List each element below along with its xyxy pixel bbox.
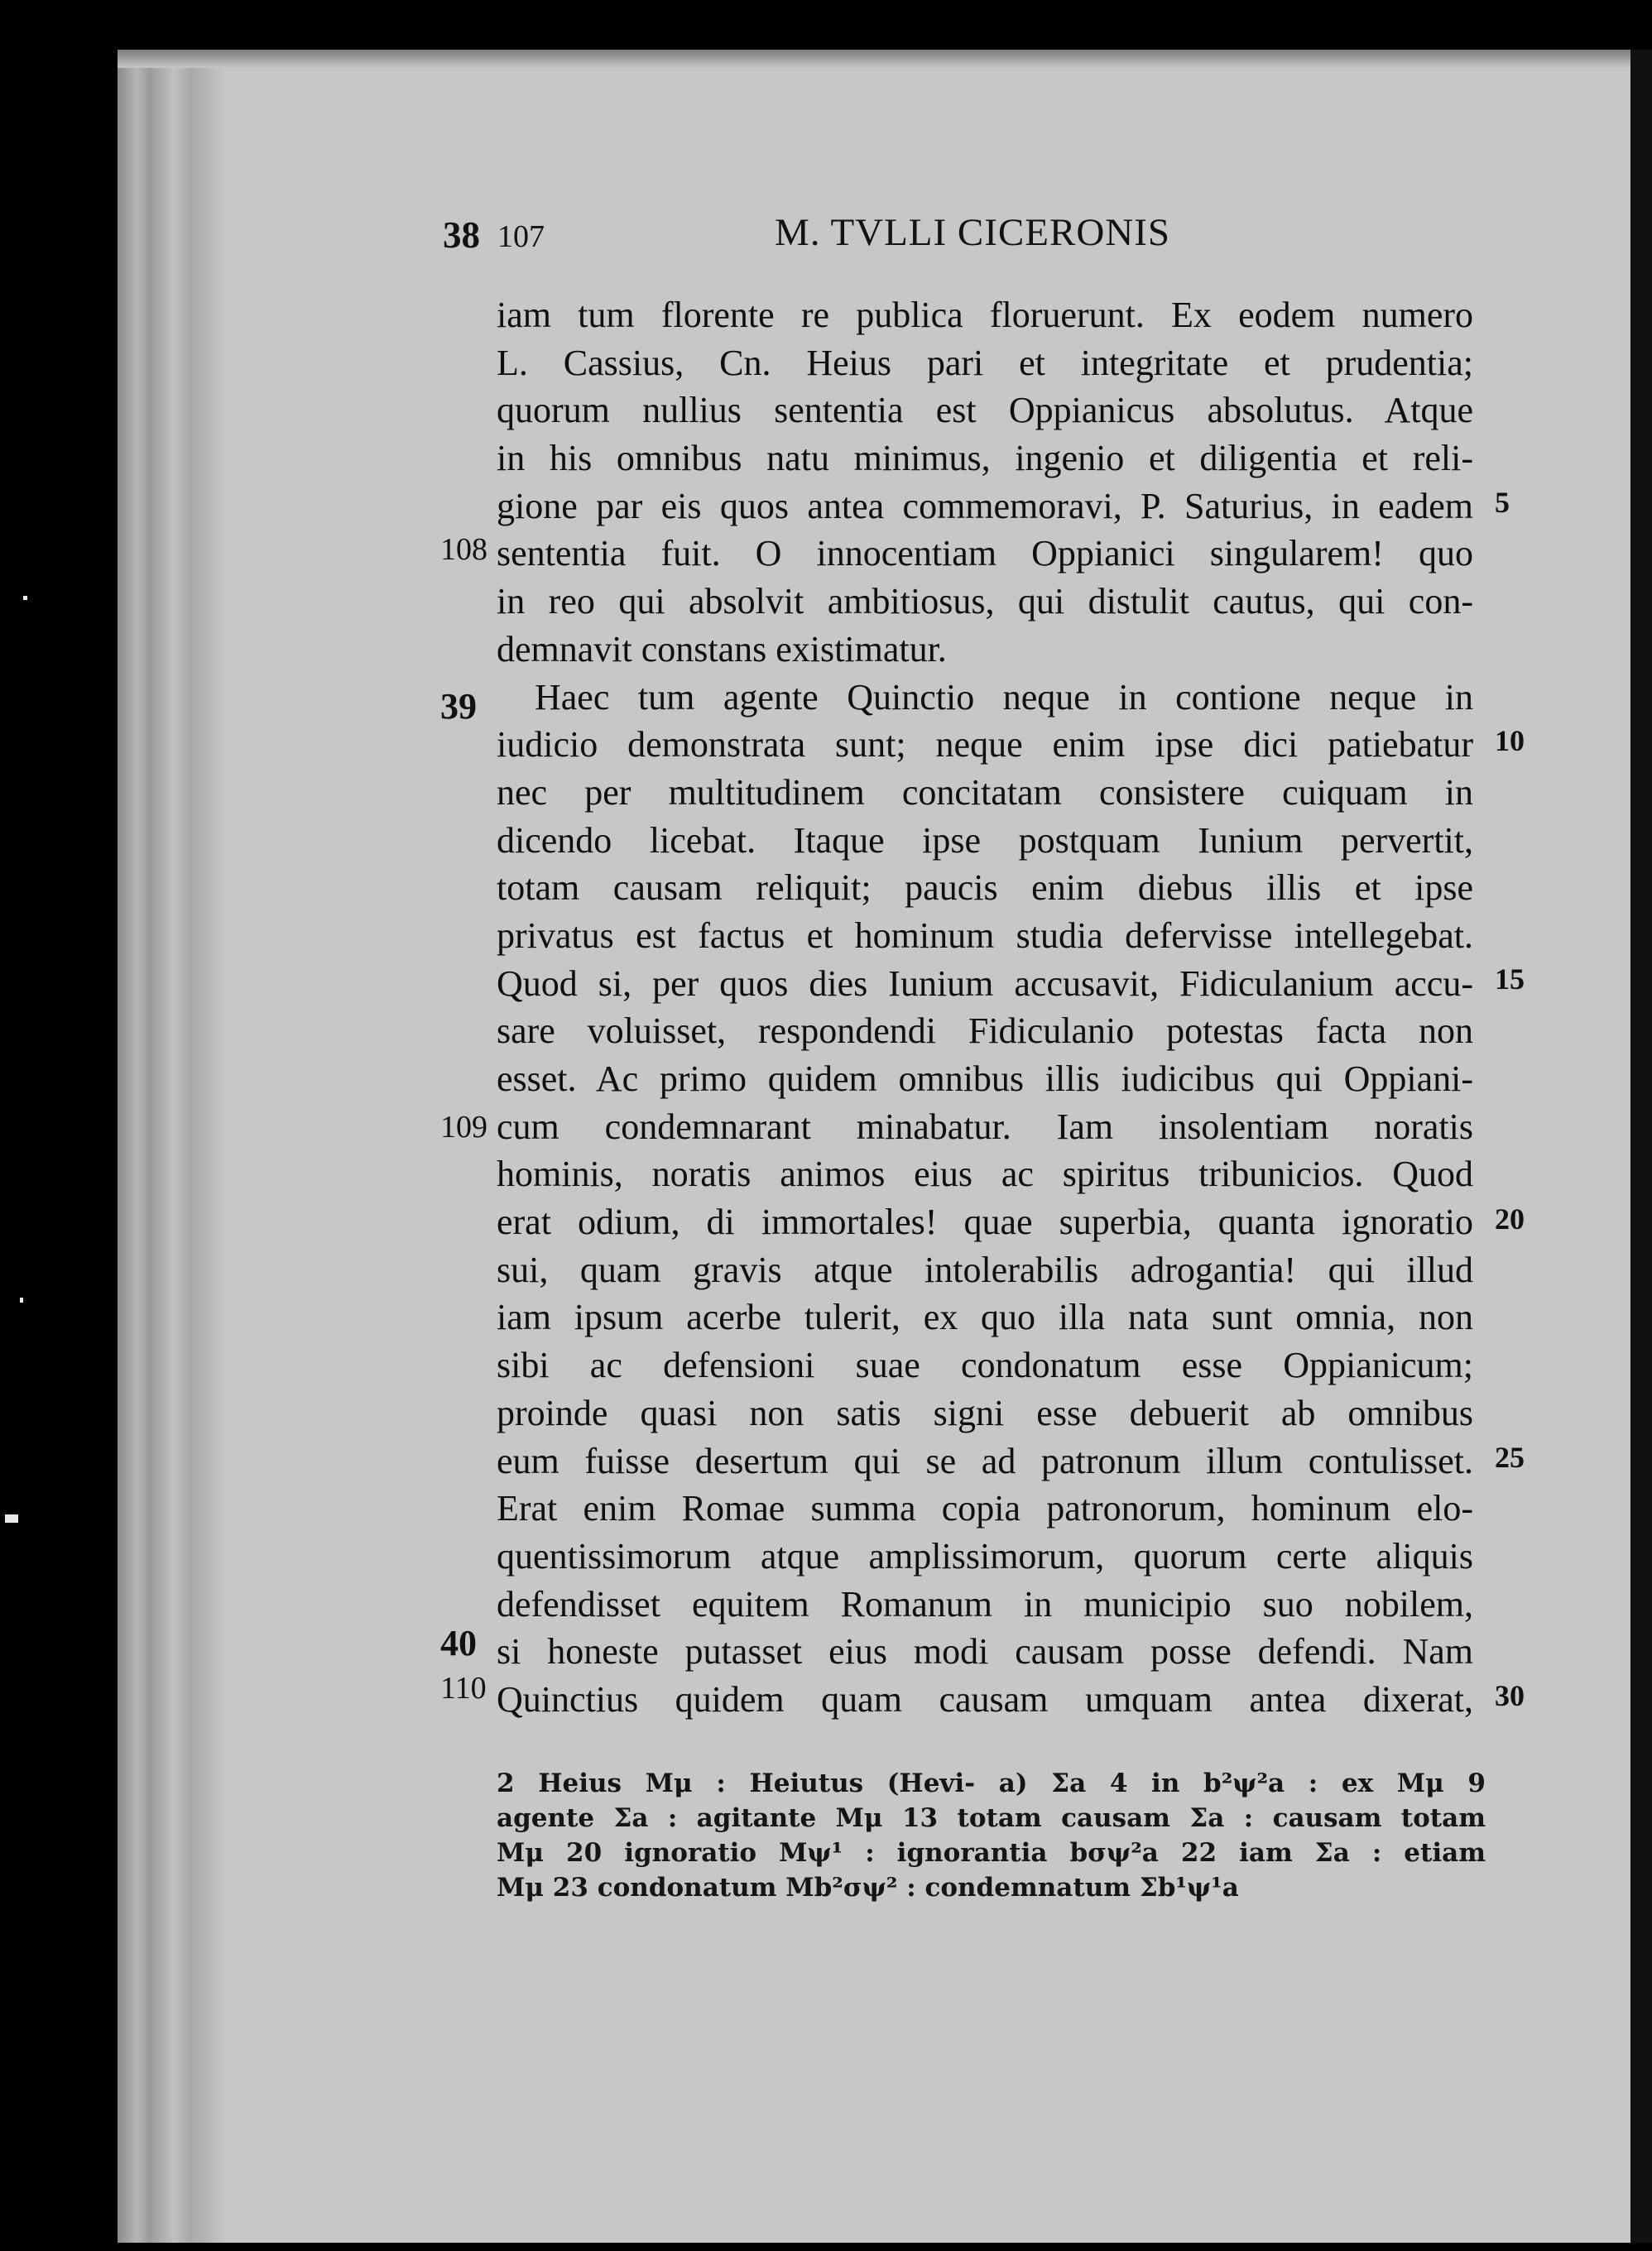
text-line: demnavit constans existimatur. [497,628,947,670]
text-line: Quod si, per quos dies Iunium accusavit, Fidiculanium accu- [497,962,1473,1004]
scan-mark [20,1298,23,1303]
text-line: sare voluisset, respondendi Fidiculanio potestas facta non [497,1010,1473,1052]
text-line: gione par eis quos antea commemoravi, P. Saturius, in eadem [497,485,1473,526]
line-number-15: 15 [1495,962,1525,996]
text-line: in his omnibus natu minimus, ingenio et diligentia et reli- [497,438,1473,479]
text-line: dicendo licebat. Itaque ipse postquam Iunium pervertit, [497,819,1473,861]
line-number-30: 30 [1495,1679,1525,1712]
scan-mark [23,596,27,600]
text-line: erat odium, di immortales! quae superbia, quanta ignoratio [497,1202,1473,1243]
scan-mark [5,1514,18,1523]
page-title: M. TVLLI CICERONIS [775,211,1170,254]
text-line: L. Cassius, Cn. Heius pari et integritate et prudentia; [497,342,1473,383]
text-line: nec per multitudinem concitatam consistere cuiquam in [497,771,1473,813]
line-number-10: 10 [1495,724,1525,757]
footnote-line: agente Σa : agitante Mμ 13 totam causam Σa : causam totam [497,1803,1486,1833]
chapter-ref-39: 39 [440,686,477,727]
right-border [1630,50,1652,2243]
page-number: 38 [443,214,480,256]
text-line: cum condemnarant minabatur. Iam insolentiam noratis [497,1106,1473,1147]
line-number-25: 25 [1495,1441,1525,1474]
chapter-ref-40: 40 [440,1623,477,1663]
line-number-5: 5 [1495,486,1510,519]
text-line: esset. Ac primo quidem omnibus illis iudicibus qui Oppiani- [497,1058,1473,1099]
text-line: Haec tum agente Quinctio neque in contione neque in [535,676,1473,718]
text-line: quorum nullius sententia est Oppianicus absolutus. Atque [497,390,1473,431]
text-line: iam ipsum acerbe tulerit, ex quo illa nata sunt omnia, non [497,1297,1473,1338]
page-top-shadow [118,50,1649,68]
text-line: iudicio demonstrata sunt; neque enim ipse dici patiebatur [497,724,1473,766]
body-text [497,291,1473,1724]
text-line: in reo qui absolvit ambitiosus, qui distulit cautus, qui con- [497,581,1473,622]
text-line: defendisset equitem Romanum in municipio suo nobilem, [497,1583,1473,1625]
text-line: totam causam reliquit; paucis enim diebus illis et ipse [497,867,1473,909]
page-edges [118,50,225,2243]
text-line: iam tum florente re publica floruerunt. Ex eodem numero [497,295,1473,335]
footnote-line: 2 Heius Mμ : Heiutus (Hevi- a) Σa 4 in b²ψ²a : ex Mμ 9 [497,1769,1486,1798]
apparatus-criticus [497,1766,1486,1905]
text-line: si honeste putasset eius modi causam posse defendi. Nam [497,1631,1473,1673]
text-line: Erat enim Romae summa copia patronorum, hominum elo- [497,1488,1473,1529]
text-line: sententia fuit. O innocentiam Oppianici singularem! quo [497,533,1473,574]
line-number-20: 20 [1495,1202,1525,1236]
section-ref-109: 109 [440,1110,487,1145]
section-ref-108: 108 [440,532,487,567]
text-line: hominis, noratis animos eius ac spiritus tribunicios. Quod [497,1154,1473,1195]
footnote-line: Mμ 23 condonatum Mb²σψ² : condemnatum Σb¹ψ¹a [497,1873,1239,1903]
text-line: privatus est factus et hominum studia defervisse intellegebat. [497,914,1473,956]
text-line: proinde quasi non satis signi esse debuerit ab omnibus [497,1392,1473,1433]
text-line: Quinctius quidem quam causam umquam antea dixerat, [497,1678,1473,1720]
text-line: quentissimorum atque amplissimorum, quorum certe aliquis [497,1535,1473,1577]
section-ref-110: 110 [440,1671,487,1706]
text-line: sibi ac defensioni suae condonatum esse Oppianicum; [497,1345,1473,1386]
text-line: sui, quam gravis atque intolerabilis adrogantia! qui illud [497,1249,1473,1290]
footnote-line: Mμ 20 ignoratio Mψ¹ : ignorantia bσψ²a 22 iam Σa : etiam [497,1838,1486,1868]
text-line: eum fuisse desertum qui se ad patronum illum contulisset. [497,1440,1473,1481]
section-number: 107 [497,219,545,254]
